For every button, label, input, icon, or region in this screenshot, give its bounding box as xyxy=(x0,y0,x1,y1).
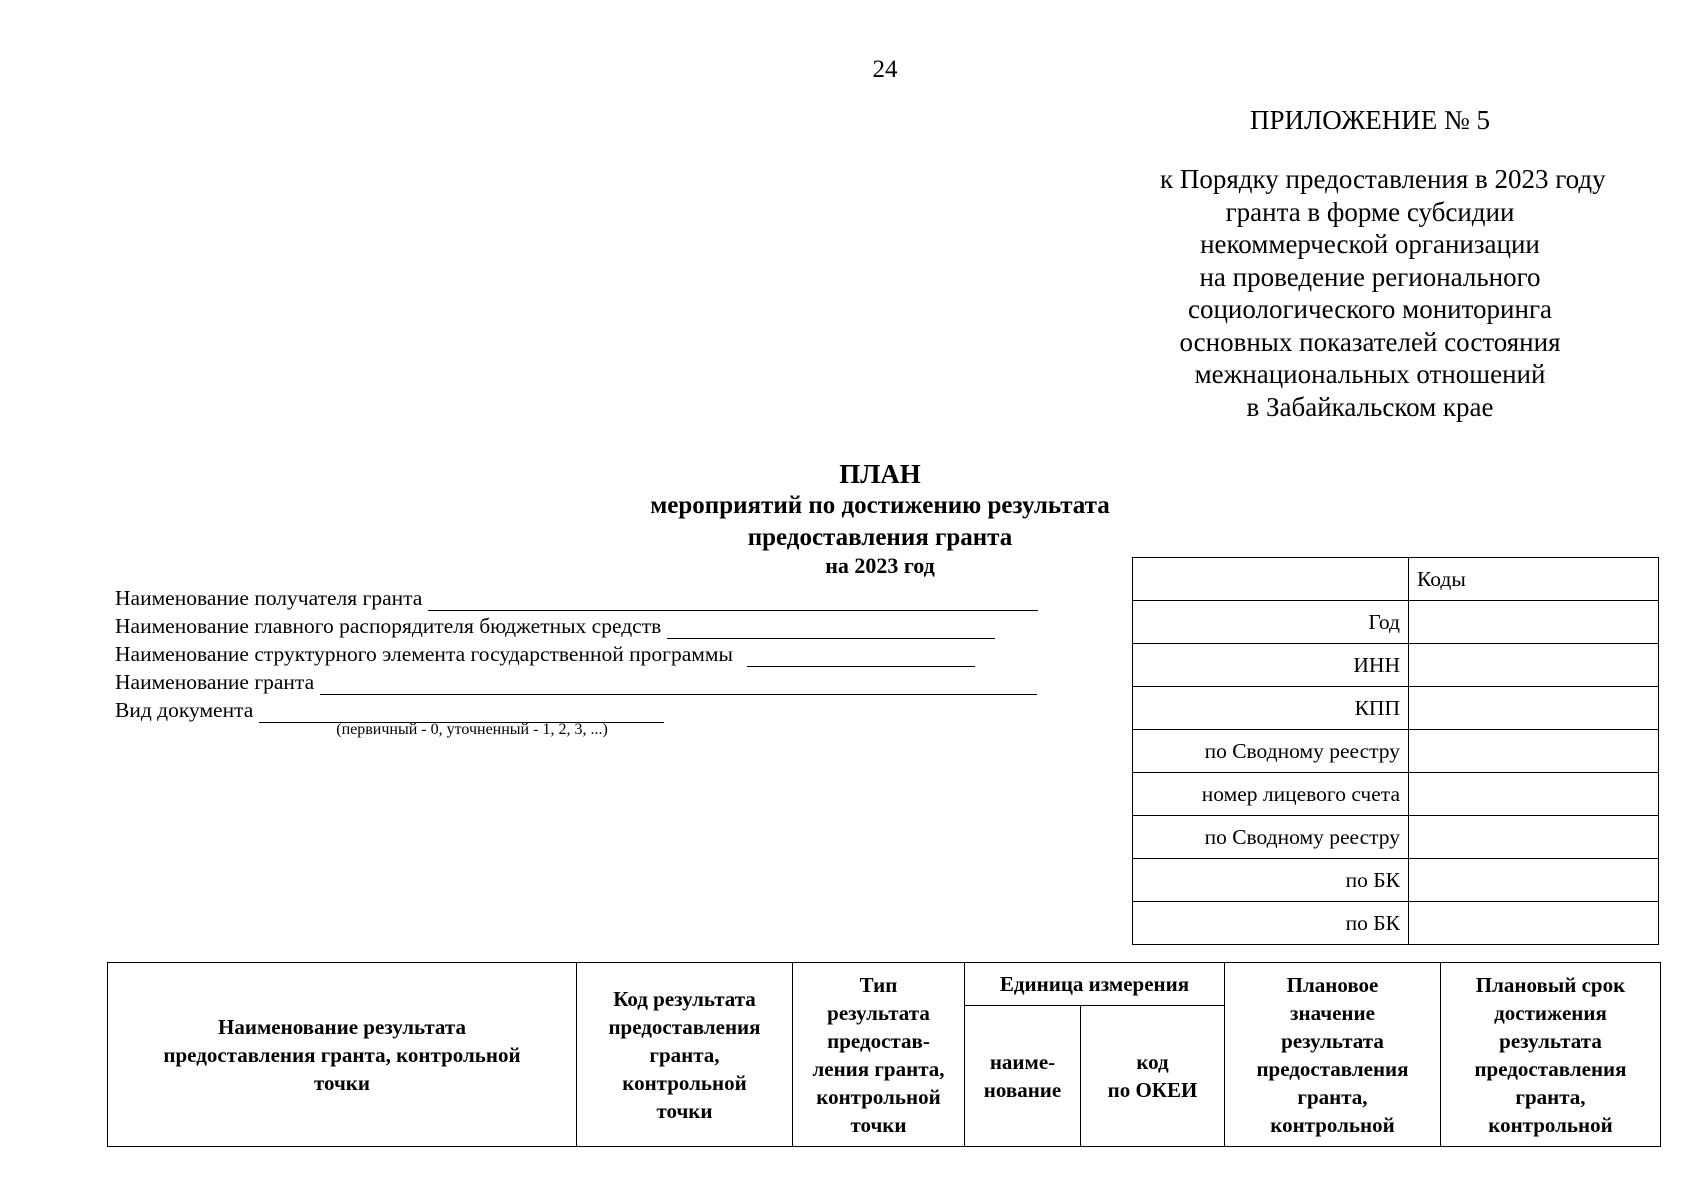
header-line: результата xyxy=(1281,1029,1384,1053)
header-line: предоставления xyxy=(1256,1057,1409,1081)
header-line: результата xyxy=(827,1000,930,1025)
codes-row-value[interactable] xyxy=(1409,644,1659,687)
codes-header-row xyxy=(1133,558,1659,601)
codes-row-value[interactable] xyxy=(1409,859,1659,902)
recipient-field xyxy=(115,586,1038,614)
doc-type-label: Вид документа xyxy=(115,698,254,722)
grant-name-label: Наименование гранта xyxy=(115,670,315,694)
header-line: предоставления xyxy=(1474,1057,1627,1081)
header-line: точки xyxy=(656,1098,713,1123)
header-line: Код результата xyxy=(613,986,756,1011)
header-line: предоставления гранта, контрольной xyxy=(163,1042,521,1067)
header-unit-name xyxy=(965,1006,1081,1147)
codes-row-value[interactable] xyxy=(1409,601,1659,644)
appendix-line: в Забайкальском крае xyxy=(1246,391,1494,422)
codes-header-label xyxy=(1133,558,1409,601)
codes-row-value[interactable] xyxy=(1409,816,1659,859)
header-line: Плановое xyxy=(1286,973,1379,997)
doc-type-hint: (первичный - 0, уточненный - 1, 2, 3, ...) xyxy=(336,721,608,738)
plan-subtitle: мероприятий по достижению результата xyxy=(650,492,1110,519)
appendix-line: межнациональных отношений xyxy=(1194,359,1546,389)
program-element-field xyxy=(115,642,975,670)
header-line: контрольной xyxy=(1270,1113,1395,1137)
header-line: наиме- xyxy=(989,1050,1056,1074)
codes-row xyxy=(1133,902,1659,945)
appendix-line: гранта в форме субсидии xyxy=(1225,196,1515,227)
program-element-blank[interactable] xyxy=(747,648,975,667)
header-line: гранта, xyxy=(649,1042,720,1067)
header-line: значение xyxy=(1290,1001,1375,1025)
appendix-line: к Порядку предоставления в 2023 году xyxy=(1160,164,1606,194)
codes-row-value[interactable] xyxy=(1409,730,1659,773)
codes-row-label: по Сводному реестру xyxy=(1133,730,1409,773)
grant-name-field xyxy=(115,670,1037,698)
header-result-code xyxy=(577,963,793,1147)
codes-row xyxy=(1133,601,1659,644)
codes-row xyxy=(1133,773,1659,816)
codes-row-value[interactable] xyxy=(1409,687,1659,730)
codes-row xyxy=(1133,730,1659,773)
appendix-title: ПРИЛОЖЕНИЕ № 5 xyxy=(1249,105,1491,135)
header-line: по ОКЕИ xyxy=(1107,1078,1198,1102)
header-line: код xyxy=(1136,1050,1169,1074)
header-line: Плановый срок xyxy=(1475,973,1626,997)
plan-title: ПЛАН xyxy=(839,459,921,489)
header-line: нование xyxy=(983,1078,1062,1102)
codes-row-value[interactable] xyxy=(1409,902,1659,945)
codes-row-label: КПП xyxy=(1133,687,1409,730)
plan-year: на 2023 год xyxy=(825,553,935,578)
codes-row xyxy=(1133,644,1659,687)
header-unit-code xyxy=(1081,1006,1225,1147)
header-plan-value xyxy=(1225,963,1441,1147)
appendix-description xyxy=(1160,163,1606,423)
header-line: контрольной xyxy=(816,1084,941,1109)
header-line: предоставления xyxy=(608,1014,761,1039)
appendix-line: основных показателей состояния xyxy=(1179,326,1561,357)
codes-row-label: Год xyxy=(1133,601,1409,644)
program-element-label: Наименование структурного элемента государственной программы xyxy=(115,642,733,666)
plan-heading xyxy=(580,458,1180,578)
header-line: точки xyxy=(850,1112,907,1137)
header-line: достижения xyxy=(1494,1001,1607,1025)
main-manager-field xyxy=(115,614,995,642)
codes-row xyxy=(1133,687,1659,730)
codes-row-label: по БК xyxy=(1133,902,1409,945)
appendix-line: на проведение регионального xyxy=(1199,261,1541,292)
header-plan-date xyxy=(1441,963,1661,1147)
appendix-line: социологического мониторинга xyxy=(1187,294,1553,324)
codes-row-label: по БК xyxy=(1133,859,1409,902)
header-line: Наименование результата xyxy=(218,1014,466,1039)
header-result-type xyxy=(793,963,965,1147)
main-manager-label: Наименование главного распорядителя бюджетных средств xyxy=(115,614,662,638)
recipient-blank[interactable] xyxy=(428,592,1038,611)
codes-row-value[interactable] xyxy=(1409,773,1659,816)
header-line: точки xyxy=(313,1070,371,1095)
recipient-label: Наименование получателя гранта xyxy=(115,586,423,610)
header-line: контрольной xyxy=(1488,1113,1613,1137)
result-header-row xyxy=(108,963,1661,1006)
codes-table xyxy=(1132,557,1659,945)
codes-row-label: номер лицевого счета xyxy=(1133,773,1409,816)
grant-name-blank[interactable] xyxy=(320,676,1037,695)
header-line: Тип xyxy=(859,972,898,997)
codes-header: Коды xyxy=(1409,558,1659,601)
codes-row xyxy=(1133,816,1659,859)
header-line: контрольной xyxy=(622,1070,747,1095)
codes-row-label: ИНН xyxy=(1133,644,1409,687)
codes-row xyxy=(1133,859,1659,902)
page-number: 24 xyxy=(872,56,898,83)
appendix-line: некоммерческой организации xyxy=(1200,229,1540,259)
header-line: результата xyxy=(1499,1029,1602,1053)
header-unit: Единица измерения xyxy=(965,963,1225,1006)
main-manager-blank[interactable] xyxy=(667,620,995,639)
header-result-name xyxy=(108,963,577,1147)
plan-subtitle: предоставления гранта xyxy=(747,524,1013,551)
header-line: гранта, xyxy=(1297,1085,1368,1109)
result-table xyxy=(107,962,1661,1147)
header-line: гранта, xyxy=(1515,1085,1586,1109)
header-line: ления гранта, xyxy=(812,1056,945,1081)
codes-row-label: по Сводному реестру xyxy=(1133,816,1409,859)
header-line: предостав- xyxy=(827,1028,930,1053)
